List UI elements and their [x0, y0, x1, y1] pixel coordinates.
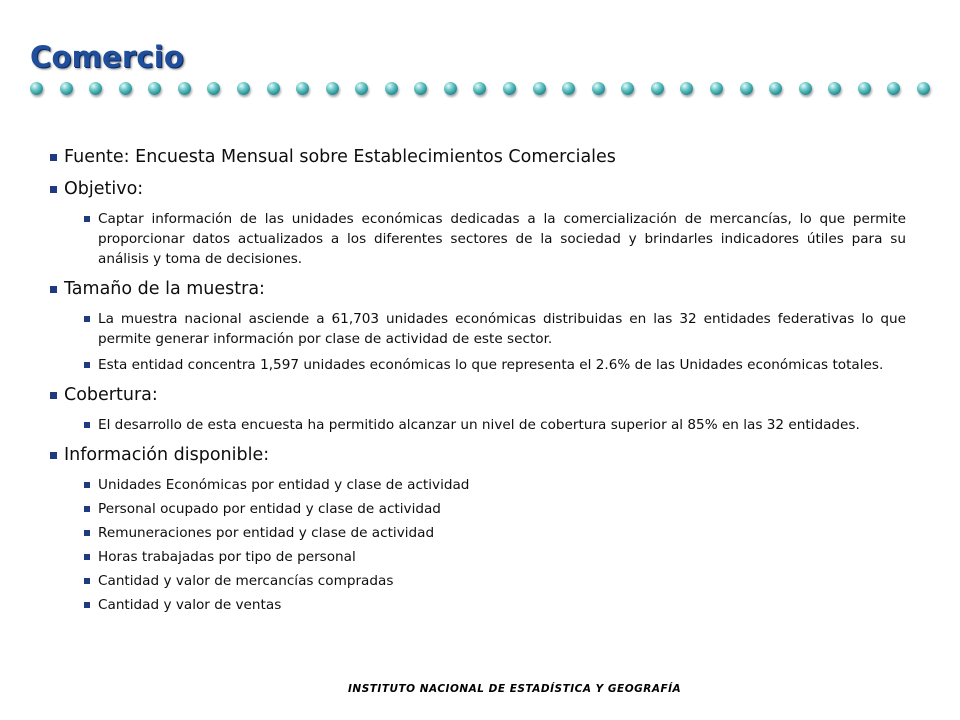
- square-bullet-icon: [84, 362, 90, 368]
- dot-icon: [769, 82, 782, 95]
- section-label: Fuente: Encuesta Mensual sobre Establecimientos Comerciales: [64, 147, 616, 167]
- square-bullet-icon: [84, 554, 90, 560]
- list-item: [84, 475, 906, 495]
- dot-icon: [178, 82, 191, 95]
- slide-title: Comercio: [30, 40, 185, 74]
- dot-icon: [887, 82, 900, 95]
- decorative-dot-divider: [30, 78, 930, 98]
- dot-icon: [740, 82, 753, 95]
- dot-icon: [267, 82, 280, 95]
- square-bullet-icon: [84, 316, 90, 322]
- dot-icon: [621, 82, 634, 95]
- cobertura-list: [84, 415, 906, 435]
- slide-content: [50, 146, 906, 615]
- list-item: [84, 547, 906, 567]
- dot-icon: [592, 82, 605, 95]
- dot-icon: [710, 82, 723, 95]
- list-item: [84, 415, 906, 435]
- list-item-text: Captar información de las unidades económicas dedicadas a la comercialización de mercancías, lo que permite proporcionar datos actualizados a los diferentes sectores de la sociedad y brindarles indicadores útiles para su análisis y toma de decisiones.: [98, 211, 906, 267]
- list-item: [84, 499, 906, 519]
- square-bullet-icon: [84, 482, 90, 488]
- square-bullet-icon: [50, 286, 57, 293]
- list-item: [84, 355, 906, 375]
- list-item: [84, 571, 906, 591]
- informacion-list: [84, 475, 906, 615]
- dot-icon: [207, 82, 220, 95]
- list-item: [84, 209, 906, 269]
- list-item-text: Esta entidad concentra 1,597 unidades económicas lo que representa el 2.6% de las Unidades económicas totales.: [98, 357, 884, 373]
- objetivo-list: [84, 209, 906, 269]
- list-item-text: La muestra nacional asciende a 61,703 unidades económicas distribuidas en las 32 entidades federativas lo que permite generar información por clase de actividad de este sector.: [98, 311, 906, 347]
- dot-icon: [917, 82, 930, 95]
- list-item-text: Cantidad y valor de mercancías compradas: [98, 573, 394, 589]
- square-bullet-icon: [50, 186, 57, 193]
- dot-icon: [148, 82, 161, 95]
- section-cobertura: [50, 384, 906, 407]
- dot-icon: [562, 82, 575, 95]
- dot-icon: [60, 82, 73, 95]
- muestra-list: [84, 309, 906, 375]
- dot-icon: [89, 82, 102, 95]
- institution-footer: INSTITUTO NACIONAL DE ESTADÍSTICA Y GEOGRAFÍA: [348, 683, 682, 695]
- dot-icon: [355, 82, 368, 95]
- square-bullet-icon: [84, 578, 90, 584]
- dot-icon: [119, 82, 132, 95]
- list-item: [84, 309, 906, 349]
- dot-icon: [680, 82, 693, 95]
- list-item-text: Personal ocupado por entidad y clase de actividad: [98, 501, 441, 517]
- dot-icon: [533, 82, 546, 95]
- list-item-text: Horas trabajadas por tipo de personal: [98, 549, 356, 565]
- square-bullet-icon: [50, 154, 57, 161]
- dot-icon: [828, 82, 841, 95]
- dot-icon: [237, 82, 250, 95]
- dot-icon: [326, 82, 339, 95]
- section-label: Tamaño de la muestra:: [64, 279, 265, 299]
- list-item-text: Unidades Económicas por entidad y clase de actividad: [98, 477, 470, 493]
- square-bullet-icon: [84, 506, 90, 512]
- section-objetivo: [50, 178, 906, 201]
- dot-icon: [30, 82, 43, 95]
- list-item-text: Remuneraciones por entidad y clase de actividad: [98, 525, 435, 541]
- section-label: Información disponible:: [64, 445, 270, 465]
- dot-icon: [858, 82, 871, 95]
- section-label: Objetivo:: [64, 179, 144, 199]
- dot-icon: [444, 82, 457, 95]
- dot-icon: [385, 82, 398, 95]
- list-item: [84, 523, 906, 543]
- dot-icon: [296, 82, 309, 95]
- square-bullet-icon: [84, 216, 90, 222]
- section-label: Cobertura:: [64, 385, 158, 405]
- dot-icon: [799, 82, 812, 95]
- dot-icon: [503, 82, 516, 95]
- square-bullet-icon: [50, 392, 57, 399]
- square-bullet-icon: [50, 452, 57, 459]
- list-item: [84, 595, 906, 615]
- square-bullet-icon: [84, 530, 90, 536]
- dot-icon: [414, 82, 427, 95]
- square-bullet-icon: [84, 422, 90, 428]
- dot-icon: [651, 82, 664, 95]
- list-item-text: El desarrollo de esta encuesta ha permitido alcanzar un nivel de cobertura superior al 85% en las 32 entidades.: [98, 417, 860, 433]
- section-tamano-muestra: [50, 278, 906, 301]
- dot-icon: [473, 82, 486, 95]
- list-item-text: Cantidad y valor de ventas: [98, 597, 282, 613]
- section-informacion-disponible: [50, 444, 906, 467]
- section-fuente: [50, 146, 906, 169]
- square-bullet-icon: [84, 602, 90, 608]
